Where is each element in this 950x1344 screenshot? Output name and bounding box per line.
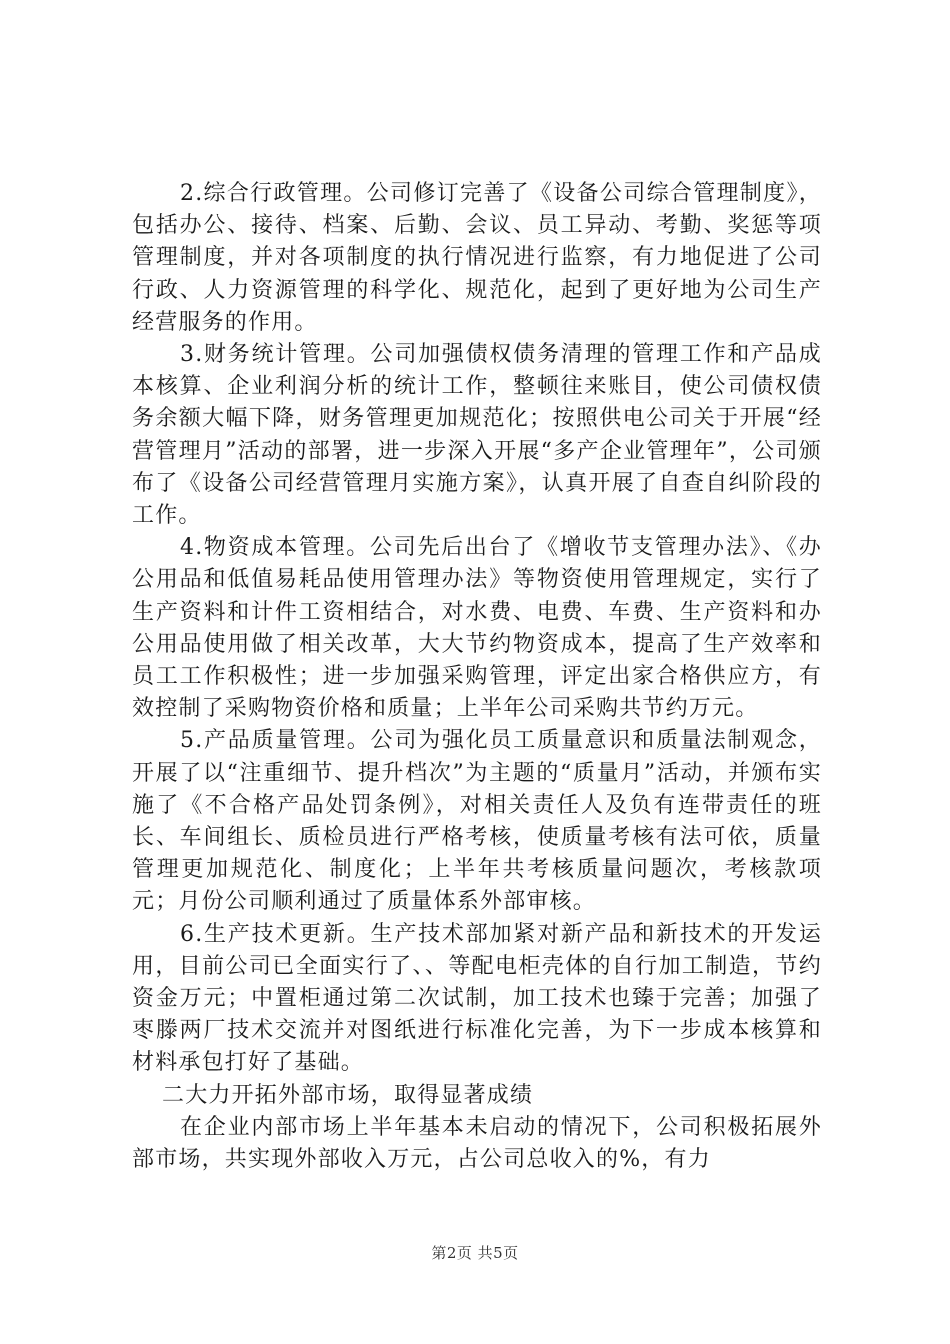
section-heading: 二大力开拓外部市场，取得显著成绩 bbox=[162, 1082, 534, 1108]
paragraph-external-market: 在企业内部市场上半年基本未启动的情况下，公司积极拓展外部市场，共实现外部收入万元，占公司总收入的%，有力 bbox=[132, 1114, 822, 1173]
document-body bbox=[132, 178, 822, 1176]
paragraph-material-cost: 4.物资成本管理。公司先后出台了《增收节支管理办法》、《办公用品和低值易耗品使用管理办法》等物资使用管理规定，实行了生产资料和计件工资相结合，对水费、电费、车费、生产资料和办公用品使用做了相关改革，大大节约物资成本，提高了生产效率和员工工作积极性；进一步加强采购管理，评定出家合格供应方，有效控制了采购物资价格和质量；上半年公司采购共节约万元。 bbox=[132, 535, 822, 722]
paragraph-product-quality: 5.产品质量管理。公司为强化员工质量意识和质量法制观念，开展了以“注重细节、提升档次”为主题的“质量月”活动，并颁布实施了《不合格产品处罚条例》，对相关责任人及负有连带责任的班长、车间组长、质检员进行严格考核，使质量考核有法可依，质量管理更加规范化、制度化；上半年共考核质量问题次，考核款项元；月份公司顺利通过了质量体系外部审核。 bbox=[132, 728, 822, 915]
paragraph-finance-statistics: 3.财务统计管理。公司加强债权债务清理的管理工作和产品成本核算、企业利润分析的统计工作，整顿往来账目，使公司债权债务余额大幅下降，财务管理更加规范化；按照供电公司关于开展“经营管理月”活动的部署，进一步深入开展“多产企业管理年”，公司颁布了《设备公司经营管理月实施方案》，认真开展了自查自纠阶段的工作。 bbox=[132, 342, 822, 529]
paragraph-tech-update: 6.生产技术更新。生产技术部加紧对新产品和新技术的开发运用，目前公司已全面实行了、、等配电柜壳体的自行加工制造，节约资金万元；中置柜通过第二次试制，加工技术也臻于完善；加强了枣滕两厂技术交流并对图纸进行标准化完善，为下一步成本核算和材料承包打好了基础。 bbox=[132, 921, 822, 1076]
paragraph-admin-management: 2.综合行政管理。公司修订完善了《设备公司综合管理制度》，包括办公、接待、档案、后勤、会议、员工异动、考勤、奖惩等项管理制度，并对各项制度的执行情况进行监察，有力地促进了公司行政、人力资源管理的科学化、规范化，起到了更好地为公司生产经营服务的作用。 bbox=[132, 181, 822, 335]
page-number-footer: 第2页 共5页 bbox=[431, 1244, 519, 1262]
